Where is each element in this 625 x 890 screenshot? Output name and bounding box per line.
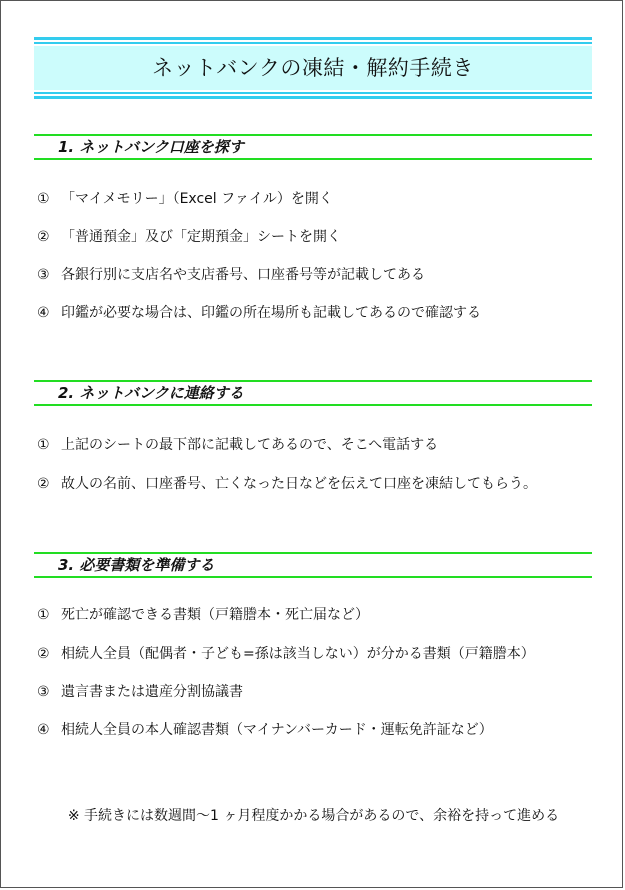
item-text: 「マイメモリー」（Excel ファイル）を開く bbox=[61, 191, 333, 207]
section-heading: 1. ネットバンク口座を探す bbox=[58, 138, 244, 156]
section-heading: 2. ネットバンクに連絡する bbox=[58, 384, 244, 402]
title-banner bbox=[34, 37, 592, 99]
item-text: 「普通預金」及び「定期預金」シートを開く bbox=[61, 229, 341, 245]
item-number: ② bbox=[37, 476, 50, 492]
list-item bbox=[37, 605, 369, 625]
section-heading: 3. 必要書類を準備する bbox=[58, 556, 215, 574]
item-text: 死亡が確認できる書類（戸籍謄本・死亡届など） bbox=[61, 607, 369, 623]
item-text: 故人の名前、口座番号、亡くなった日などを伝えて口座を凍結してもらう。 bbox=[61, 476, 537, 492]
item-number: ④ bbox=[37, 722, 50, 738]
item-text: 上記のシートの最下部に記載してあるので、そこへ電話する bbox=[61, 437, 439, 453]
title-top-inner-line bbox=[34, 42, 592, 44]
item-text: 印鑑が必要な場合は、印鑑の所在場所も記載してあるので確認する bbox=[61, 305, 481, 321]
item-text: 相続人全員（配偶者・子ども=孫は該当しない）が分かる書類（戸籍謄本） bbox=[61, 646, 535, 662]
title-bottom-inner-line bbox=[34, 92, 592, 94]
list-item bbox=[37, 682, 243, 702]
list-item bbox=[37, 227, 341, 247]
title-top-line bbox=[34, 37, 592, 40]
item-number: ② bbox=[37, 229, 50, 245]
item-text: 各銀行別に支店名や支店番号、口座番号等が記載してある bbox=[61, 267, 425, 283]
item-number: ① bbox=[37, 191, 50, 207]
section-header-2 bbox=[34, 380, 592, 406]
item-number: ① bbox=[37, 607, 50, 623]
item-text: 遺言書または遺産分割協議書 bbox=[61, 684, 243, 700]
footer-note: ※ 手続きには数週間〜1 ヶ月程度かかる場合があるので、余裕を持って進める bbox=[67, 808, 560, 824]
list-item bbox=[37, 265, 425, 285]
list-item bbox=[37, 435, 438, 455]
section-header-3 bbox=[34, 552, 592, 578]
section-header-1 bbox=[34, 134, 592, 160]
item-text: 相続人全員の本人確認書類（マイナンバーカード・運転免許証など） bbox=[61, 722, 493, 738]
list-item bbox=[37, 474, 537, 494]
page-title: ネットバンクの凍結・解約手続き bbox=[152, 56, 474, 80]
list-item bbox=[37, 303, 481, 323]
title-bottom-line bbox=[34, 96, 592, 99]
list-item bbox=[37, 189, 333, 209]
item-number: ② bbox=[37, 646, 50, 662]
list-item bbox=[37, 644, 535, 664]
item-number: ③ bbox=[37, 267, 50, 283]
list-item bbox=[37, 720, 493, 740]
item-number: ③ bbox=[37, 684, 50, 700]
item-number: ① bbox=[37, 437, 50, 453]
item-number: ④ bbox=[37, 305, 50, 321]
